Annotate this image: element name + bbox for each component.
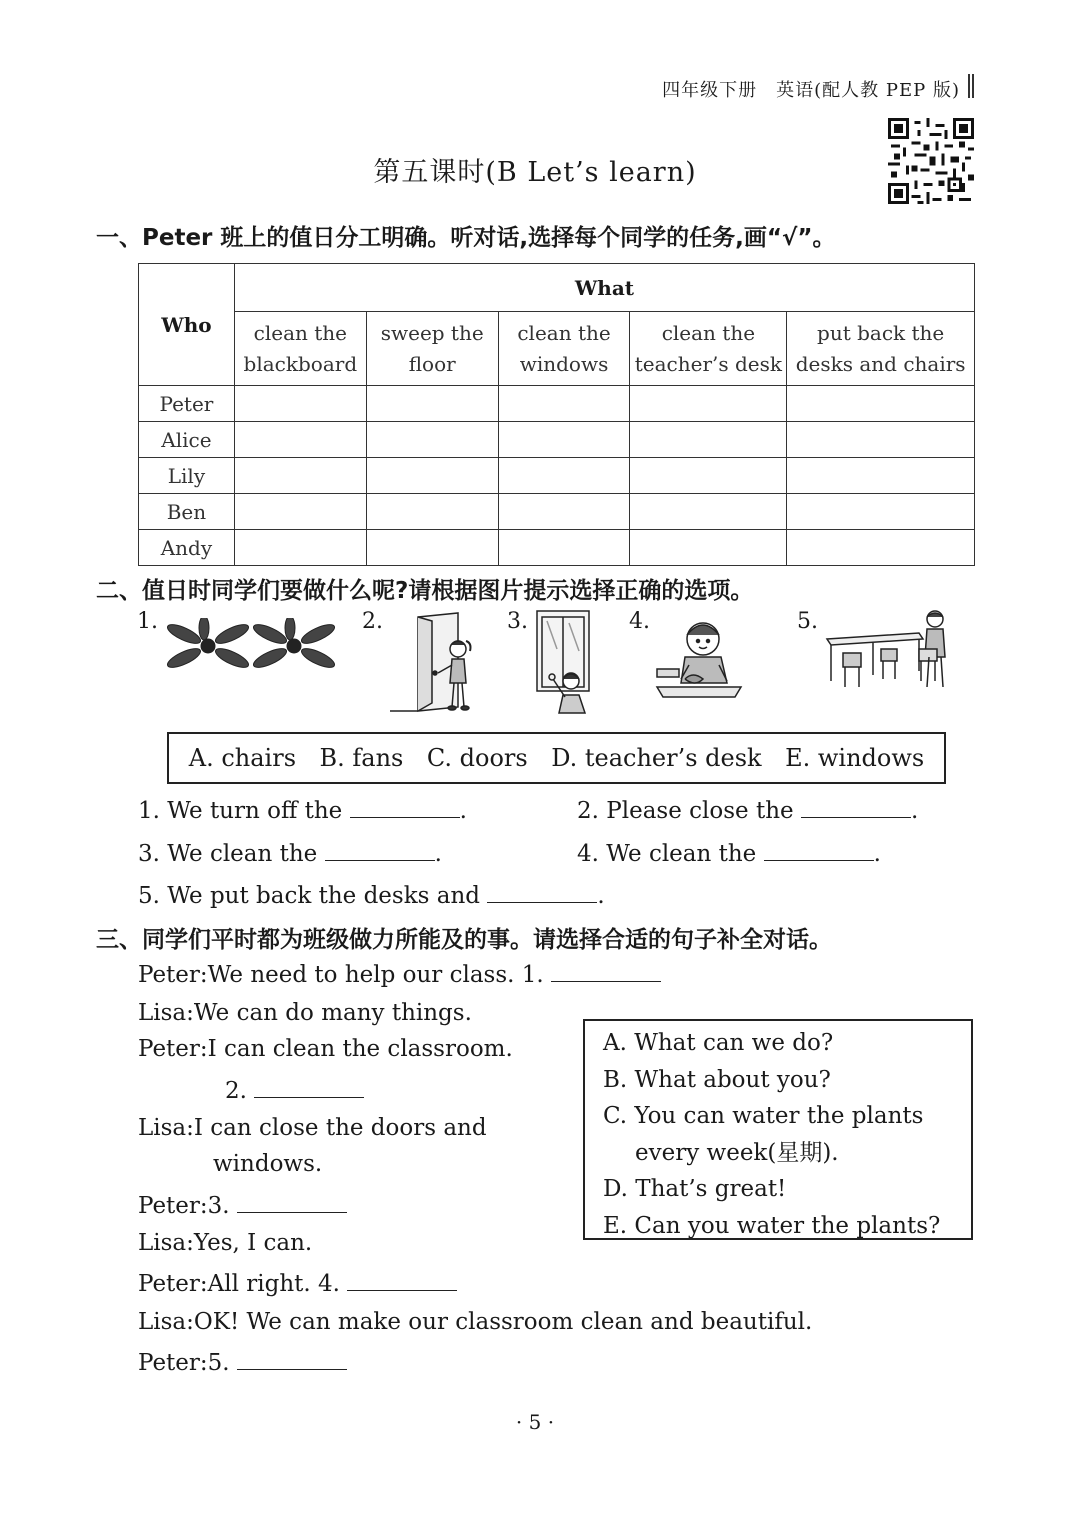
desks-chairs-illustration bbox=[823, 609, 953, 691]
check-cell[interactable] bbox=[630, 458, 787, 494]
check-cell[interactable] bbox=[234, 494, 366, 530]
section2-heading: 二、值日时同学们要做什么呢?请根据图片提示选择正确的选项。 bbox=[96, 578, 754, 604]
check-cell[interactable] bbox=[787, 422, 975, 458]
book-header: 四年级下册 英语(配人教 PEP 版) bbox=[662, 80, 960, 101]
option-a[interactable]: A. chairs bbox=[188, 744, 297, 772]
column-header: clean the teacher’s desk bbox=[630, 312, 787, 386]
option-c[interactable]: C. doors bbox=[426, 744, 528, 772]
answer-blank[interactable] bbox=[801, 796, 911, 818]
check-cell[interactable] bbox=[234, 530, 366, 566]
dialogue-line: Lisa:I can close the doors and bbox=[138, 1115, 487, 1141]
check-cell[interactable] bbox=[366, 386, 498, 422]
check-cell[interactable] bbox=[630, 386, 787, 422]
answer-blank[interactable] bbox=[325, 839, 435, 861]
header-divider bbox=[968, 74, 974, 98]
boy-desk-illustration bbox=[655, 613, 743, 705]
option-b[interactable]: B. fans bbox=[319, 744, 404, 772]
table-row bbox=[139, 530, 975, 566]
check-cell[interactable] bbox=[498, 386, 630, 422]
dialogue-options-box bbox=[583, 1019, 973, 1240]
dialogue-line: Peter:We need to help our class. 1. bbox=[138, 960, 661, 988]
option-c[interactable]: C. You can water the plants bbox=[603, 1103, 924, 1129]
answer-blank[interactable] bbox=[347, 1269, 457, 1291]
check-cell[interactable] bbox=[630, 530, 787, 566]
section3-heading: 三、同学们平时都为班级做力所能及的事。请选择合适的句子补全对话。 bbox=[96, 927, 832, 953]
dialogue-line: windows. bbox=[213, 1151, 323, 1177]
picture-number: 4. bbox=[629, 609, 650, 634]
check-cell[interactable] bbox=[630, 494, 787, 530]
student-name: Lily bbox=[139, 458, 235, 494]
dialogue-line: Lisa:We can do many things. bbox=[138, 1000, 472, 1026]
dialogue-line: Peter:All right. 4. bbox=[138, 1269, 457, 1297]
who-header: Who bbox=[139, 264, 235, 386]
dialogue-line: Peter:5. bbox=[138, 1348, 347, 1376]
check-cell[interactable] bbox=[366, 530, 498, 566]
dialogue-line: Peter:3. bbox=[138, 1191, 347, 1219]
check-cell[interactable] bbox=[498, 458, 630, 494]
dialogue-line: Lisa:OK! We can make our classroom clean and beautiful. bbox=[138, 1309, 813, 1335]
check-cell[interactable] bbox=[234, 458, 366, 494]
door-girl-illustration bbox=[388, 611, 480, 715]
answer-blank[interactable] bbox=[487, 881, 597, 903]
what-header: What bbox=[234, 264, 974, 312]
fill-sentence-4: 4. We clean the . bbox=[577, 841, 881, 867]
option-d[interactable]: D. That’s great! bbox=[603, 1176, 787, 1202]
window-girl-illustration bbox=[533, 609, 601, 719]
picture-number: 1. bbox=[137, 609, 158, 634]
check-cell[interactable] bbox=[787, 458, 975, 494]
option-d[interactable]: D. teacher’s desk bbox=[551, 744, 762, 772]
ceiling-fans-illustration bbox=[165, 618, 337, 674]
table-row bbox=[139, 494, 975, 530]
check-cell[interactable] bbox=[787, 386, 975, 422]
option-e[interactable]: E. Can you water the plants? bbox=[603, 1212, 941, 1239]
dialogue-line: Peter:I can clean the classroom. bbox=[138, 1036, 513, 1062]
column-header: clean the windows bbox=[498, 312, 630, 386]
check-cell[interactable] bbox=[498, 530, 630, 566]
student-name: Ben bbox=[139, 494, 235, 530]
dialogue-line: Lisa:Yes, I can. bbox=[138, 1230, 313, 1256]
answer-blank[interactable] bbox=[764, 839, 874, 861]
answer-blank[interactable] bbox=[237, 1348, 347, 1370]
check-cell[interactable] bbox=[366, 422, 498, 458]
option-b[interactable]: B. What about you? bbox=[603, 1066, 831, 1093]
column-header: put back the desks and chairs bbox=[787, 312, 975, 386]
option-e[interactable]: E. windows bbox=[785, 744, 925, 772]
check-cell[interactable] bbox=[498, 494, 630, 530]
lesson-title: 第五课时(B Let’s learn) bbox=[373, 157, 697, 188]
fill-sentence-1: 1. We turn off the . bbox=[138, 798, 467, 824]
dialogue-line: 2. bbox=[225, 1076, 364, 1104]
check-cell[interactable] bbox=[366, 458, 498, 494]
options-box bbox=[167, 732, 946, 784]
column-header: sweep the floor bbox=[366, 312, 498, 386]
check-cell[interactable] bbox=[787, 530, 975, 566]
check-cell[interactable] bbox=[366, 494, 498, 530]
column-header: clean the blackboard bbox=[234, 312, 366, 386]
answer-blank[interactable] bbox=[350, 796, 460, 818]
duty-table bbox=[138, 263, 975, 566]
fill-sentence-3: 3. We clean the . bbox=[138, 841, 442, 867]
student-name: Alice bbox=[139, 422, 235, 458]
check-cell[interactable] bbox=[498, 422, 630, 458]
student-name: Andy bbox=[139, 530, 235, 566]
table-row bbox=[139, 386, 975, 422]
section1-heading: 一、Peter 班上的值日分工明确。听对话,选择每个同学的任务,画“√”。 bbox=[96, 225, 836, 251]
table-row bbox=[139, 422, 975, 458]
picture-number: 5. bbox=[797, 609, 818, 634]
option-a[interactable]: A. What can we do? bbox=[603, 1030, 834, 1056]
answer-blank[interactable] bbox=[254, 1076, 364, 1098]
answer-blank[interactable] bbox=[551, 960, 661, 982]
table-row bbox=[139, 458, 975, 494]
fill-sentence-2: 2. Please close the . bbox=[577, 798, 919, 824]
picture-number: 2. bbox=[362, 609, 383, 634]
answer-blank[interactable] bbox=[237, 1191, 347, 1213]
fill-sentence-5: 5. We put back the desks and . bbox=[138, 883, 605, 909]
check-cell[interactable] bbox=[787, 494, 975, 530]
option-c-continued: every week(星期). bbox=[635, 1139, 839, 1166]
page-number: · 5 · bbox=[515, 1410, 555, 1434]
picture-number: 3. bbox=[507, 609, 528, 634]
check-cell[interactable] bbox=[234, 386, 366, 422]
student-name: Peter bbox=[139, 386, 235, 422]
check-cell[interactable] bbox=[234, 422, 366, 458]
check-cell[interactable] bbox=[630, 422, 787, 458]
